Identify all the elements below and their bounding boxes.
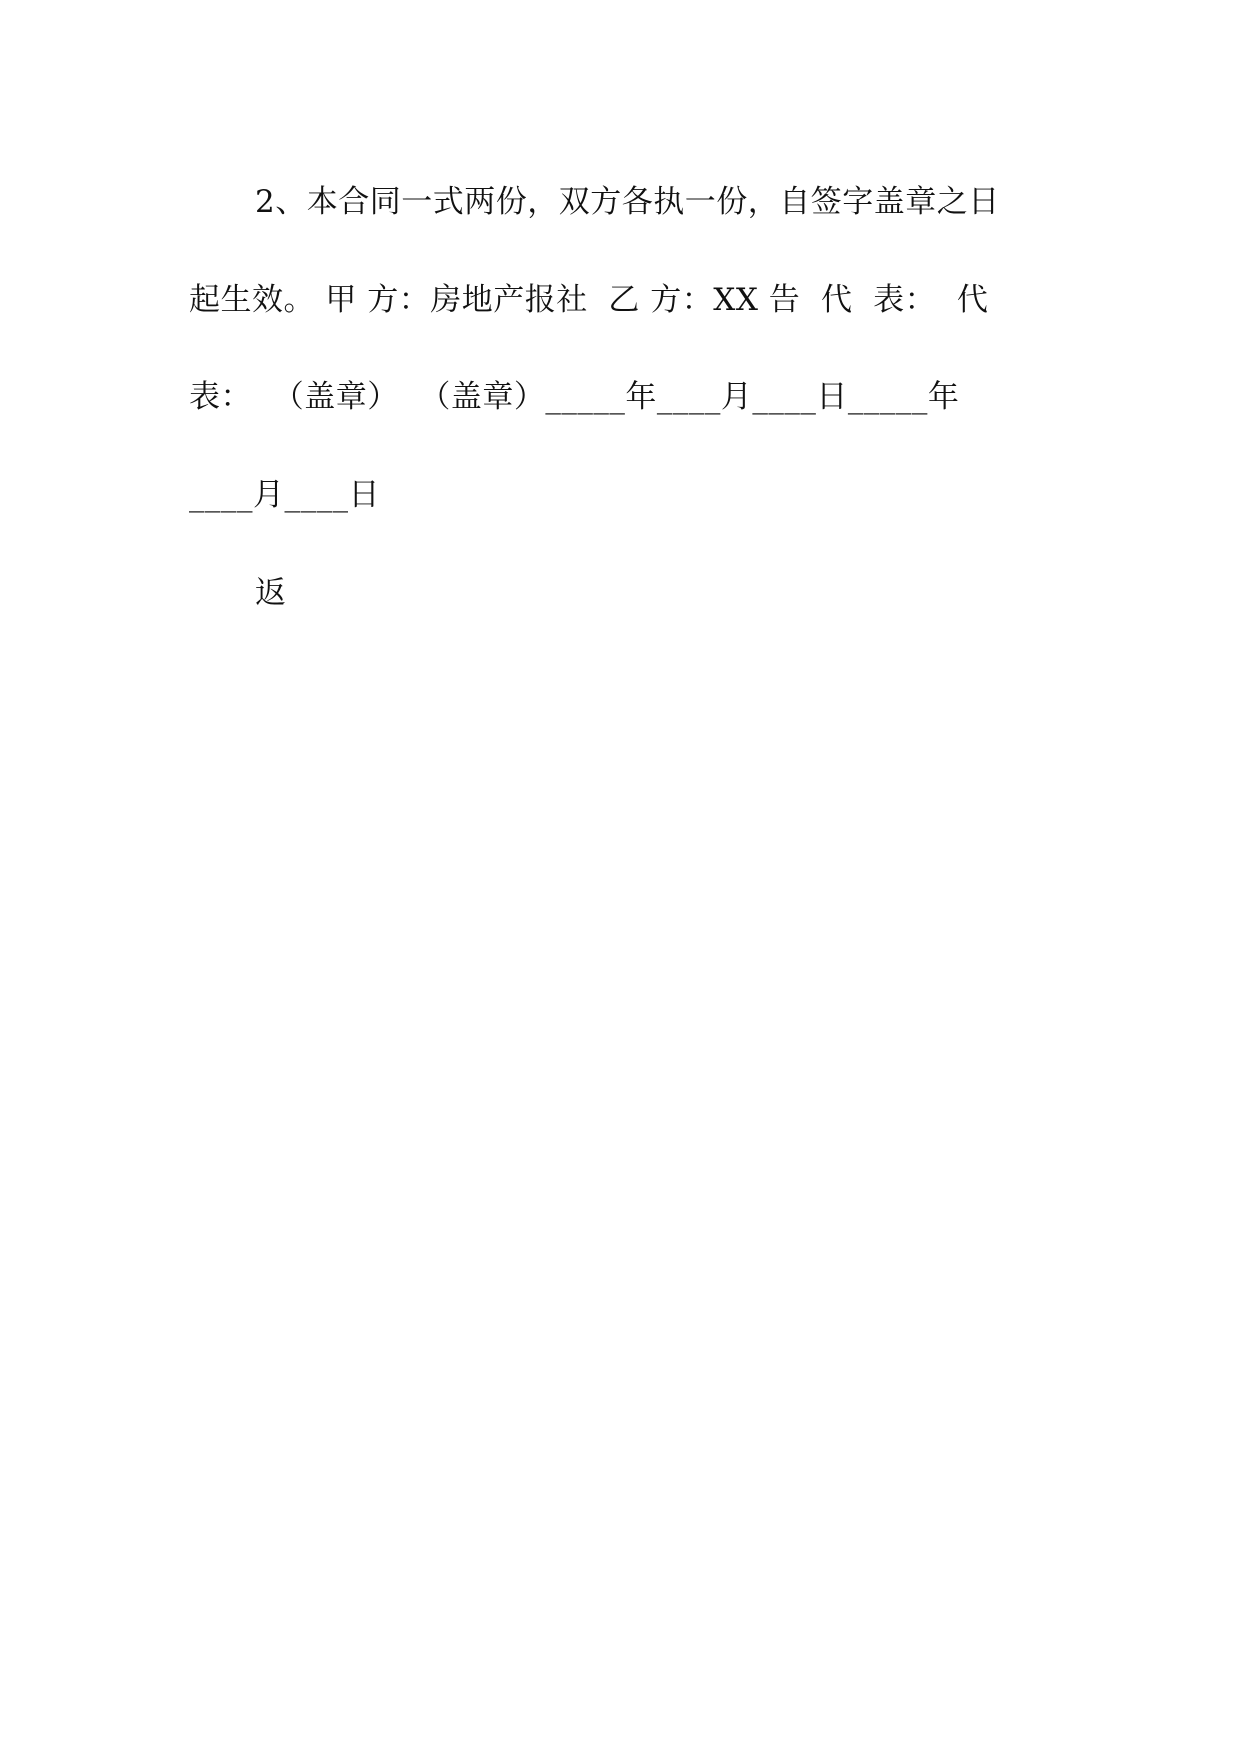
parties-line: 起生效。 甲 方：房地产报社 乙 方：XX 告 代 表： 代: [189, 282, 989, 318]
clause-2-line: 2、本合同一式两份，双方各执一份，自签字盖章之日: [255, 184, 1000, 220]
seal-date-line: 表： （盖章） （盖章）_____年____月____日_____年: [189, 379, 960, 415]
return-text: 返: [255, 575, 287, 611]
date-line: ____月____日: [189, 477, 380, 513]
